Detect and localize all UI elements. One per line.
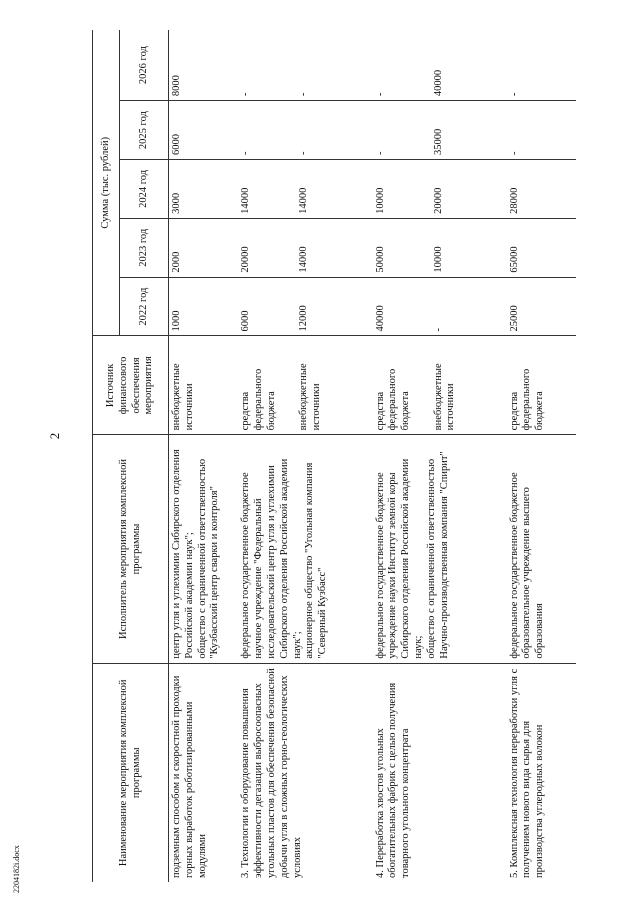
- amount-value: -: [508, 92, 520, 97]
- executor-entry: общество с ограниченной ответственностью "Кузбасский центр сварки и контроля": [196, 458, 221, 659]
- amount-value: 28000: [508, 187, 520, 214]
- amount-value: 8000: [171, 75, 182, 97]
- header-sum: Сумма (тыс. рублей): [93, 30, 120, 336]
- amount-value: 6000: [240, 310, 252, 332]
- header-year-2023: 2023 год: [120, 218, 169, 277]
- funding-source-cell: [169, 336, 239, 435]
- amount-cell: [169, 277, 239, 336]
- amount-value: -: [432, 327, 444, 332]
- amount-cell: [169, 30, 239, 101]
- amount-value: 14000: [298, 246, 310, 273]
- amount-cell: [373, 30, 507, 101]
- executor-entry: общество с ограниченной ответственностью Научно-производственная компания "Спирит": [425, 451, 450, 659]
- footer-filename: 2204182i.docx: [12, 845, 21, 893]
- table-row: [507, 30, 576, 882]
- amount-value: -: [240, 151, 252, 155]
- amount-value: 50000: [374, 246, 386, 273]
- amount-value: -: [240, 92, 252, 97]
- header-year-2022: 2022 год: [120, 277, 169, 336]
- amount-cell: [238, 218, 372, 277]
- amount-cell: [238, 101, 372, 160]
- amount-value: 1000: [171, 310, 182, 332]
- executor-cell: [507, 435, 576, 663]
- amount-cell: [169, 160, 239, 219]
- amount-cell: [507, 30, 576, 101]
- table-body: [169, 30, 577, 882]
- header-year-2026: 2026 год: [120, 30, 169, 101]
- amount-value: 20000: [240, 246, 252, 273]
- amount-cell: [238, 30, 372, 101]
- funding-source-label: средства федерального бюджета: [240, 368, 277, 431]
- amount-cell: [238, 277, 372, 336]
- header-source: Источник финансового обеспечения мероприятия: [93, 336, 169, 435]
- amount-value: 10000: [432, 246, 444, 273]
- funding-source-label: внебюджетные источники: [171, 363, 195, 431]
- amount-cell: [238, 160, 372, 219]
- amount-value: 65000: [508, 246, 520, 273]
- amount-cell: [373, 277, 507, 336]
- amount-value: -: [508, 151, 520, 155]
- amount-value: 2000: [171, 251, 182, 273]
- amount-value: -: [374, 92, 386, 97]
- executor-entry: федеральное государственное бюджетное учреждение науки Институт земной коры Сибирского отделения Российской академии наук;: [374, 458, 424, 659]
- table-row: [238, 30, 372, 882]
- executor-entry: федеральное государственное бюджетное научное учреждение "Федеральный исследовательский центр угля и углехимии Сибирского отделения Российской академии наук";: [240, 458, 303, 659]
- funding-source-label: внебюджетные источники: [298, 363, 323, 431]
- measure-name-cell: 3. Технологии и оборудование повышения эффективности дегазации выбросоопасных угольных пластов для обеспечения безопасной добычи угля в сложных горно-геологических условиях: [238, 663, 372, 882]
- funding-source-label: средства федерального бюджета: [374, 368, 412, 431]
- amount-cell: [169, 218, 239, 277]
- amount-cell: [507, 101, 576, 160]
- funding-source-cell: [238, 336, 372, 435]
- measure-name-cell: 4. Переработка хвостов угольных обогатительных фабрик с целью получения товарного угольного концентрата: [373, 663, 507, 882]
- funding-source-cell: [507, 336, 576, 435]
- measure-name-cell: подземным способом и скоростной проходки горных выработок роботизированными модулями: [169, 663, 239, 882]
- amount-value: 14000: [240, 187, 252, 214]
- amount-cell: [507, 160, 576, 219]
- amount-value: 20000: [432, 187, 444, 214]
- table-row: [169, 30, 239, 882]
- amount-cell: [373, 101, 507, 160]
- executor-cell: [373, 435, 507, 663]
- header-year-2025: 2025 год: [120, 101, 169, 160]
- table-row: [373, 30, 507, 882]
- executor-entry: акционерное общество "Угольная компания "Северный Кузбасс": [304, 462, 329, 659]
- funding-source-label: внебюджетные источники: [432, 363, 457, 431]
- amount-value: 3000: [171, 192, 182, 214]
- header-year-2024: 2024 год: [120, 160, 169, 219]
- amount-value: 35000: [432, 128, 444, 155]
- program-table: [92, 30, 576, 882]
- amount-cell: [373, 218, 507, 277]
- header-executor: Исполнитель мероприятия комплексной программы: [93, 435, 169, 663]
- executor-entry: центр угля и углехимии Сибирского отделения Российской академии наук";: [171, 449, 195, 659]
- amount-value: 40000: [432, 69, 444, 97]
- executor-cell: [169, 435, 239, 663]
- amount-cell: [507, 277, 576, 336]
- amount-cell: [169, 101, 239, 160]
- amount-value: 6000: [171, 134, 182, 155]
- header-name: Наименование мероприятия комплексной программы: [93, 663, 169, 882]
- page-number: 2: [47, 432, 62, 440]
- program-table-sheet: [92, 30, 576, 882]
- executor-entry: федеральное государственное бюджетное образовательное учреждение высшего образования: [508, 472, 546, 659]
- amount-value: -: [374, 151, 386, 155]
- amount-value: 40000: [374, 305, 386, 332]
- amount-value: -: [298, 151, 310, 155]
- funding-source-label: средства федерального бюджета: [508, 368, 546, 431]
- amount-value: 10000: [374, 187, 386, 214]
- amount-value: -: [298, 92, 310, 97]
- amount-cell: [507, 218, 576, 277]
- amount-value: 25000: [508, 305, 520, 332]
- executor-cell: [238, 435, 372, 663]
- amount-cell: [373, 160, 507, 219]
- amount-value: 12000: [298, 305, 310, 332]
- funding-source-cell: [373, 336, 507, 435]
- amount-value: 14000: [298, 187, 310, 214]
- measure-name-cell: 5. Комплексная технология переработки угля с получением нового вида сырья для производства углеродных волокон: [507, 663, 576, 882]
